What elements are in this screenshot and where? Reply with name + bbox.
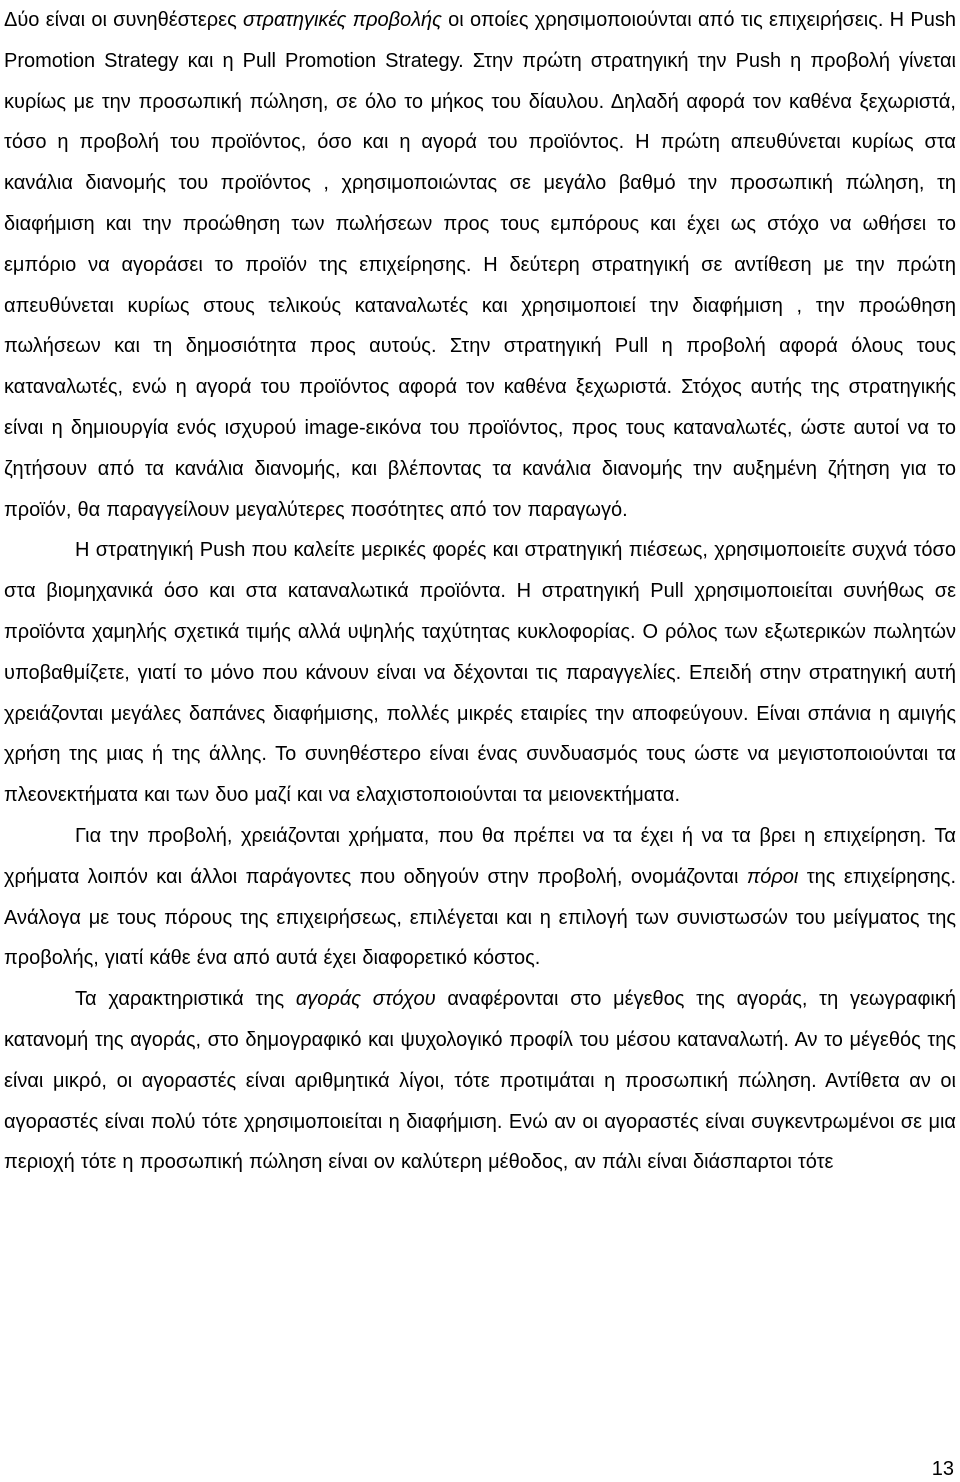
- page-number: 13: [931, 1458, 954, 1480]
- paragraph-3-text-a: Για την προβολή, χρειάζονται χρήματα, που θα πρέπει να τα έχει ή να τα βρει η επιχείρηση. Τα χρήματα λοιπόν και άλλοι παράγοντες που οδηγούν στην προβολή, ονομάζονται: [4, 824, 956, 888]
- paragraph-4-text-a: Τα χαρακτηριστικά της: [75, 988, 296, 1011]
- paragraph-4-text-b: αναφέρονται στο μέγεθος της αγοράς, τη γεωγραφική κατανομή της αγοράς, στο δημογραφικό και ψυχολογικό προφίλ του μέσου καταναλωτή. Αν το μέγεθός της είναι μικρό, οι αγοραστές είναι αριθμητικά λίγοι, τότε προτιμάται η προσωπική πώληση. Αντίθετα αν οι αγοραστές είναι πολύ τότε χρησιμοποιείται η διαφήμιση. Ενώ αν οι αγοραστές είναι συγκεντρωμένοι σε μια περιοχή τότε η προσωπική πώληση είναι ον καλύτερη μέθοδος, αν πάλι είναι διάσπαρτοι τότε: [4, 988, 956, 1174]
- paragraph-push-pull-usage: Η στρατηγική Push που καλείτε μερικές φορές και στρατηγική πιέσεως, χρησιμοποιείτε συχνά τόσο στα βιομηχανικά όσο και στα καταναλωτικά προϊόντα. Η στρατηγική Pull χρησιμοποιείται συνήθως σε προϊόντα χαμηλής σχετικά τιμής αλλά υψηλής ταχύτητας κυκλοφορίας. Ο ρόλος των εξωτερικών πωλητών υποβαθμίζετε, γιατί το μόνο που κάνουν είναι να δέχονται τις παραγγελίες. Επειδή στην στρατηγική αυτή χρειάζονται μεγάλες δαπάνες διαφήμισης, πολλές μικρές εταιρίες την αποφεύγουν. Είναι σπάνια η αμιγής χρήση της μιας ή της άλλης. Το συνηθέστερο είναι ένας συνδυασμός τους ώστε να μεγιστοποιούνται τα πλεονεκτήματα και των δυο μαζί και να ελαχιστοποιούνται τα μειονεκτήματα.: [4, 539, 956, 807]
- paragraph-4-emphasis: αγοράς στόχου: [295, 988, 436, 1011]
- paragraph-1-text-a: Δύο είναι οι συνηθέστερες: [4, 9, 243, 31]
- paragraph-3-text-b: της επιχείρησης. Ανάλογα με τους πόρους της επιχειρήσεως, επιλέγεται και η επιλογή των συνιστωσών του μείγματος της προβολής, γιατί κάθε ένα από αυτά έχει διαφορετικό κόστος.: [4, 865, 956, 970]
- paragraph-push-pull-strategies: [4, 0, 956, 530]
- paragraph-resources: [4, 816, 956, 979]
- paragraph-3-emphasis: πόροι: [746, 865, 799, 888]
- paragraph-1-emphasis: στρατηγικές προβολής: [243, 9, 442, 31]
- paragraph-1-text-b: οι οποίες χρησιμοποιούνται από τις επιχειρήσεις. Η Push Promotion Strategy και η Pull Promotion Strategy. Στην πρώτη στρατηγική την Push η προβολή γίνεται κυρίως με την προσωπική πώληση, σε όλο το μήκος του δίαυλου. Δηλαδή αφορά τον καθένα ξεχωριστά, τόσο η προβολή του προϊόντος, όσο και η αγορά του προϊόντος. Η πρώτη απευθύνεται κυρίως στα κανάλια διανομής του προϊόντος , χρησιμοποιώντας σε μεγάλο βαθμό την προσωπική πώληση, τη διαφήμιση και την προώθηση των πωλήσεων προς τους εμπόρους και έχει ως στόχο να ωθήσει το εμπόριο να αγοράσει το προϊόν της επιχείρησης. Η δεύτερη στρατηγική σε αντίθεση με την πρώτη απευθύνεται κυρίως στους τελικούς καταναλωτές και χρησιμοποιεί την διαφήμιση , την προώθηση πωλήσεων και τη δημοσιότητα προς αυτούς. Στην στρατηγική Pull η προβολή αφορά όλους τους καταναλωτές, ενώ η αγορά του προϊόντος αφορά τον καθένα ξεχωριστά. Στόχος αυτής της στρατηγικής είναι η δημιουργία ενός ισχυρού image-εικόνα του προϊόντος, προς τους καταναλωτές, ώστε αυτοί να το ζητήσουν από τα κανάλια διανομής, και βλέποντας τα κανάλια διανομής την αυξημένη ζήτηση για το προϊόν, θα παραγγείλουν μεγαλύτερες ποσότητες από τον παραγωγό.: [4, 9, 956, 521]
- body-text: [4, 0, 956, 1183]
- paragraph-target-market: [4, 979, 956, 1183]
